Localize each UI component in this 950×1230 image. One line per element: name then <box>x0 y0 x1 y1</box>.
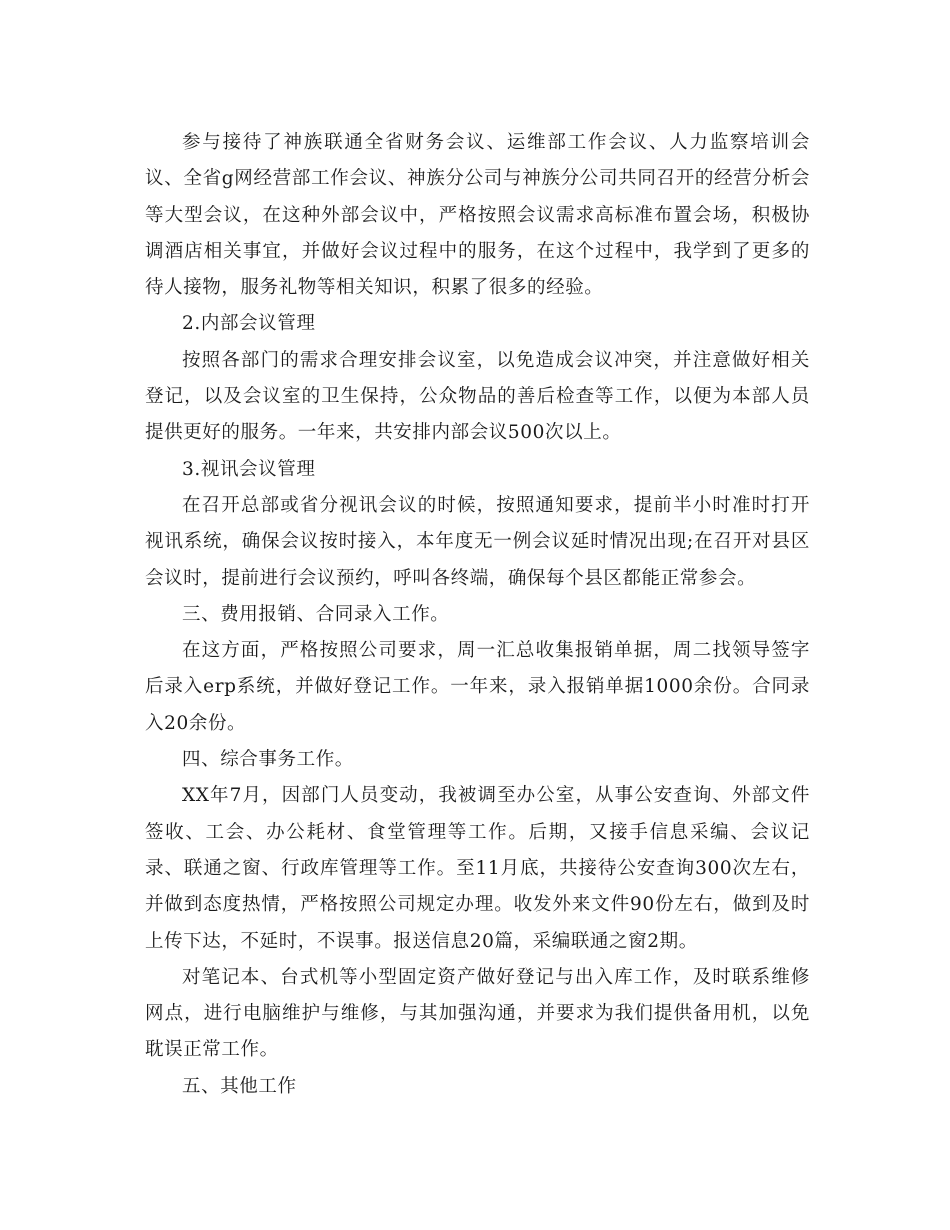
paragraph-general-affairs: XX年7月，因部门人员变动，我被调至办公室，从事公安查询、外部文件签收、工会、办公耗材、食堂管理等工作。后期，又接手信息采编、会议记录、联通之窗、行政库管理等工作。至11月底，共接待公安查询300次左右，并做到态度热情，严格按照公司规定办理。收发外来文件90份左右，做到及时上传下达，不延时，不误事。报送信息20篇，采编联通之窗2期。 <box>145 785 810 952</box>
paragraph-internal-meetings: 按照各部门的需求合理安排会议室，以免造成会议冲突，并注意做好相关登记，以及会议室的卫生保持，公众物品的善后检查等工作，以便为本部人员提供更好的服务。一年来，共安排内部会议500次以上。 <box>145 349 810 444</box>
heading-general-affairs: 四、综合事务工作。 <box>182 749 354 771</box>
heading-video-conference: 3.视讯会议管理 <box>182 458 316 480</box>
paragraph-video-conference: 在召开总部或省分视讯会议的时候，按照通知要求，提前半小时准时打开视讯系统，确保会议按时接入，本年度无一例会议延时情况出现;在召开对县区会议时，提前进行会议预约，呼叫各终端，确保每个县区都能正常参会。 <box>145 494 810 589</box>
heading-internal-meetings: 2.内部会议管理 <box>182 313 316 335</box>
paragraph-expense-contracts: 在这方面，严格按照公司要求，周一汇总收集报销单据，周二找领导签字后录入erp系统，并做好登记工作。一年来，录入报销单据1000余份。合同录入20余份。 <box>145 640 810 734</box>
heading-other-work: 五、其他工作 <box>182 1075 297 1097</box>
paragraph-external-meetings: 参与接待了神族联通全省财务会议、运维部工作会议、人力监察培训会议、全省g网经营部工作会议、神族分公司与神族分公司共同召开的经营分析会等大型会议，在这种外部会议中，严格按照会议需求高标准布置会场，积极协调酒店相关事宜，并做好会议过程中的服务，在这个过程中，我学到了更多的待人接物，服务礼物等相关知识，积累了很多的经验。 <box>145 132 810 299</box>
document-body <box>145 125 810 1105</box>
heading-expense-contracts: 三、费用报销、合同录入工作。 <box>182 603 450 625</box>
paragraph-fixed-assets: 对笔记本、台式机等小型固定资产做好登记与出入库工作，及时联系维修网点，进行电脑维护与维修，与其加强沟通，并要求为我们提供备用机，以免耽误正常工作。 <box>145 966 810 1061</box>
